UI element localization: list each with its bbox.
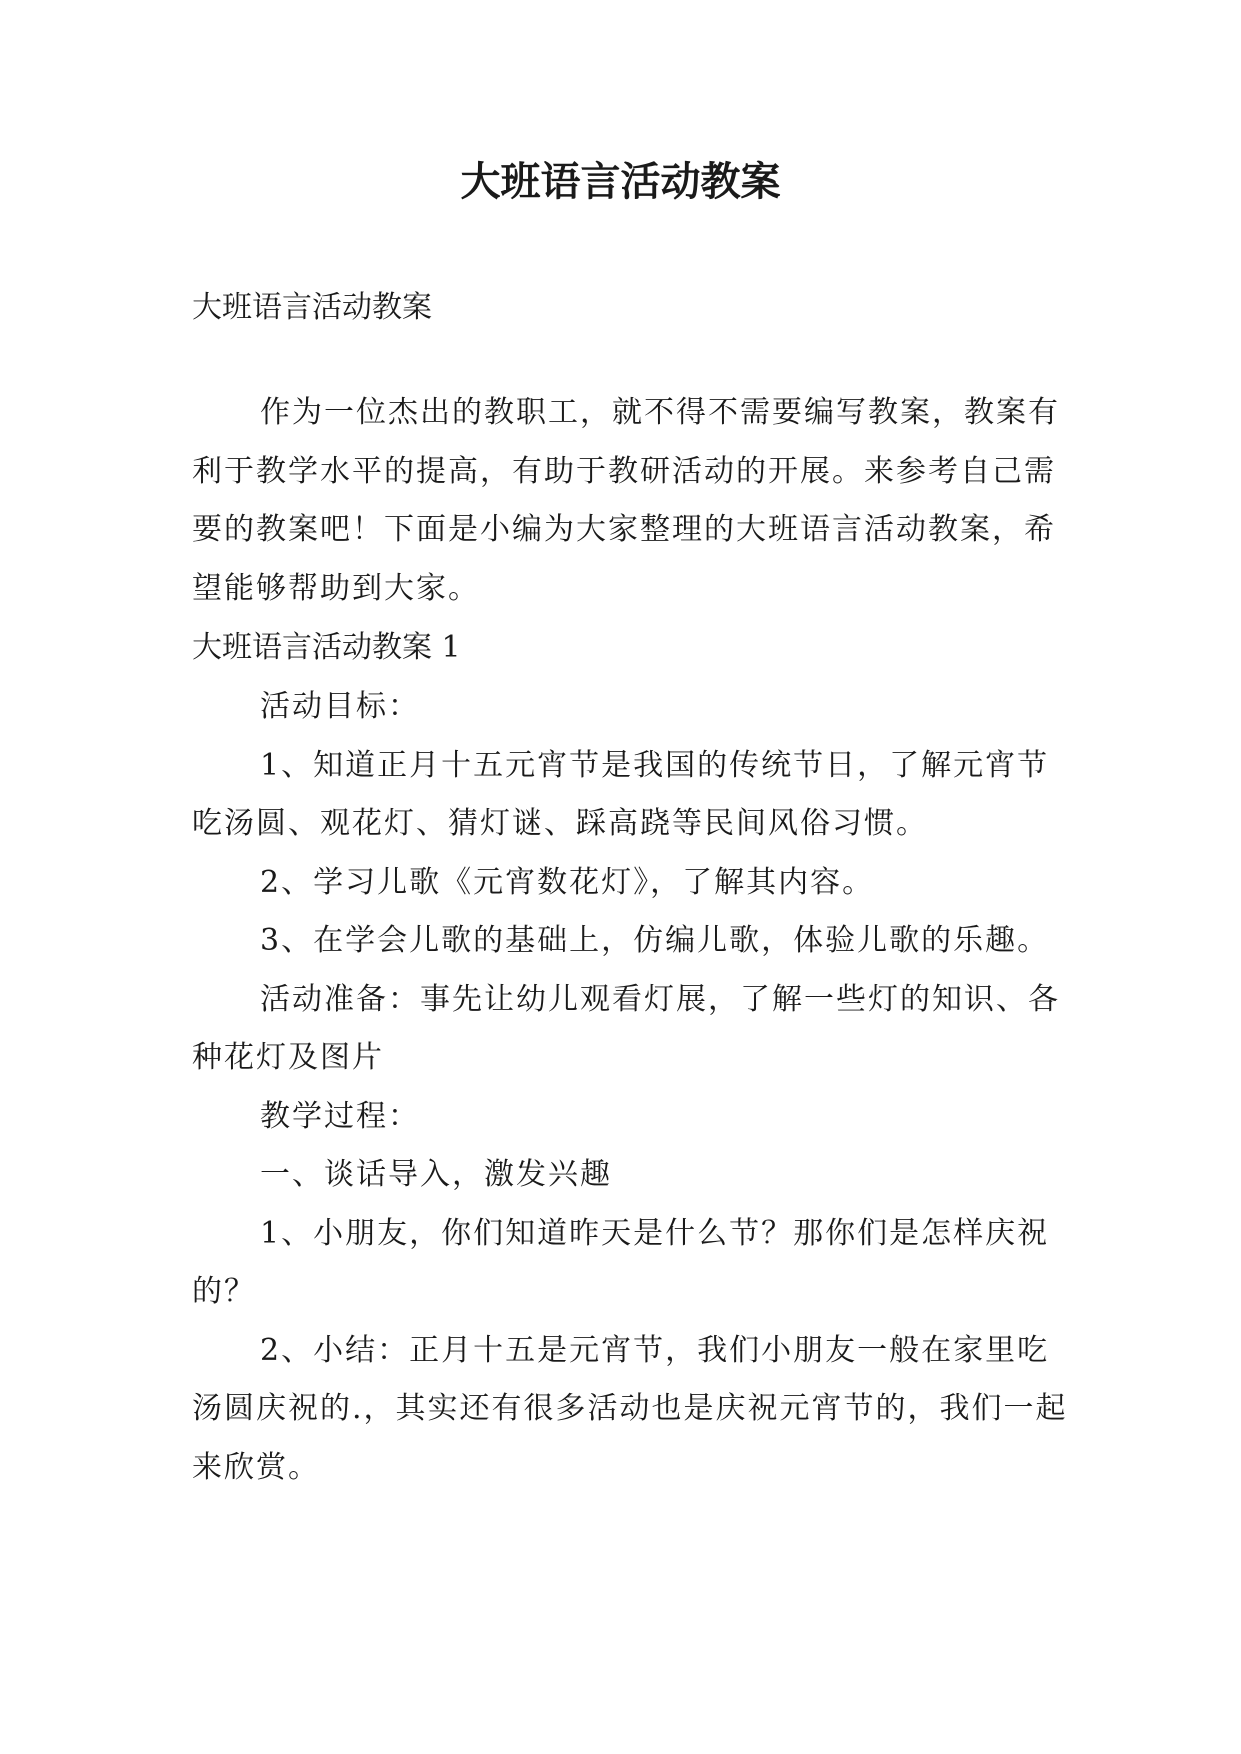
section-line-goal-3: 3、在学会儿歌的基础上，仿编儿歌，体验儿歌的乐趣。 xyxy=(260,923,1050,958)
spacer xyxy=(192,668,1070,678)
document-title: 大班语言活动教案 xyxy=(460,159,781,205)
spacer xyxy=(192,328,1070,384)
section-line-process-label: 教学过程： xyxy=(260,1098,420,1134)
section-heading: 大班语言活动教案 1 xyxy=(192,630,461,665)
document-intro-block xyxy=(192,288,1070,618)
document-subtitle: 大班语言活动教案 xyxy=(192,290,432,325)
section-line-goal-2: 2、学习儿歌《元宵数花灯》，了解其内容。 xyxy=(260,864,875,900)
section-line-summary: 2、小结：正月十五是元宵节，我们小朋友一般在家里吃汤圆庆祝的.，其实还有很多活动也是庆祝元宵节的，我们一起来欣赏。 xyxy=(192,1332,1068,1485)
section-line-goal-1: 1、知道正月十五元宵节是我国的传统节日，了解元宵节吃汤圆、观花灯、猜灯谜、踩高跷等民间风俗习惯。 xyxy=(192,747,1050,841)
section-1 xyxy=(192,628,1070,1497)
section-line-preparation: 活动准备：事先让幼儿观看灯展，了解一些灯的知识、各种花灯及图片 xyxy=(192,981,1060,1075)
section-line-question: 1、小朋友，你们知道昨天是什么节？那你们是怎样庆祝的？ xyxy=(192,1215,1050,1309)
intro-paragraph: 作为一位杰出的教职工，就不得不需要编写教案，教案有利于教学水平的提高，有助于教研活动的开展。来参考自己需要的教案吧！下面是小编为大家整理的大班语言活动教案，希望能够帮助到大家。 xyxy=(192,395,1060,606)
section-line-goals-label: 活动目标： xyxy=(260,689,420,724)
section-line-step-1: 一、谈话导入，激发兴趣 xyxy=(260,1157,612,1192)
